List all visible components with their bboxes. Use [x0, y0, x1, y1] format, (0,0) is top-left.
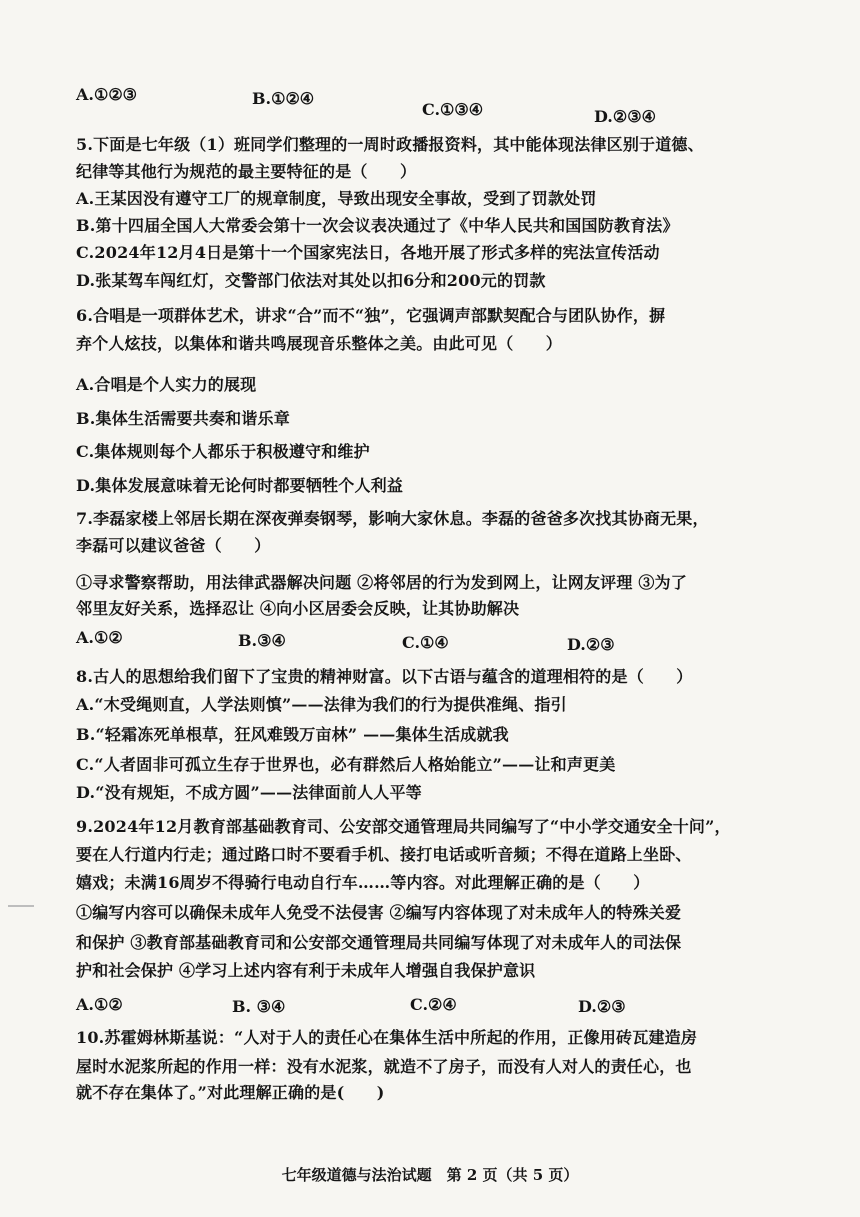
q7-stem-line-2: 李磊可以建议爸爸（ ） — [76, 536, 271, 555]
q5-option-d: D.张某驾车闯红灯，交警部门依法对其处以扣6分和200元的罚款 — [76, 271, 546, 290]
q6-option-c: C.集体规则每个人都乐于积极遵守和维护 — [76, 442, 370, 461]
q9-stem-line-1: 9.2024年12月教育部基础教育司、公安部交通管理局共同编写了“中小学交通安全十问”， — [76, 817, 731, 836]
q7-option-d: D.②③ — [567, 635, 615, 654]
q4-option-b: B.①②④ — [252, 89, 315, 108]
q9-item-line-1: ①编写内容可以确保未成年人免受不法侵害 ②编写内容体现了对未成年人的特殊关爱 — [76, 903, 682, 922]
q5-option-a: A.王某因没有遵守工厂的规章制度，导致出现安全事故，受到了罚款处罚 — [76, 189, 597, 208]
q8-option-c: C.“人者固非可孤立生存于世界也，必有群然后人格始能立”——让和声更美 — [76, 755, 616, 774]
q10-stem-line-2: 屋时水泥浆所起的作用一样：没有水泥浆，就造不了房子，而没有人对人的责任心，也 — [76, 1057, 692, 1076]
q4-option-c: C.①③④ — [422, 100, 484, 119]
q9-item-line-3: 护和社会保护 ④学习上述内容有利于未成年人增强自我保护意识 — [76, 961, 536, 980]
q9-option-c: C.②④ — [410, 995, 457, 1014]
q9-option-b: B. ③④ — [232, 997, 286, 1016]
q5-stem-line-2: 纪律等其他行为规范的最主要特征的是（ ） — [76, 162, 417, 181]
q9-option-a: A.①② — [76, 995, 123, 1014]
q7-item-line-1: ①寻求警察帮助，用法律武器解决问题 ②将邻居的行为发到网上，让网友评理 ③为了 — [76, 573, 687, 592]
q4-option-d: D.②③④ — [594, 107, 656, 126]
scan-mark — [8, 905, 34, 907]
q6-option-a: A.合唱是个人实力的展现 — [76, 375, 257, 394]
q8-option-b: B.“轻霜冻死单根草，狂风难毁万亩林” ——集体生活成就我 — [76, 725, 509, 744]
q6-option-d: D.集体发展意味着无论何时都要牺牲个人利益 — [76, 476, 404, 495]
q4-option-a: A.①②③ — [76, 85, 138, 104]
q9-stem-line-3: 嬉戏；未满16周岁不得骑行电动自行车……等内容。对此理解正确的是（ ） — [76, 873, 650, 892]
q8-option-a: A.“木受绳则直，人学法则慎”——法律为我们的行为提供准绳、指引 — [76, 695, 567, 714]
q7-option-c: C.①④ — [402, 633, 449, 652]
q9-item-line-2: 和保护 ③教育部基础教育司和公安部交通管理局共同编写体现了对未成年人的司法保 — [76, 933, 682, 952]
q9-option-d: D.②③ — [578, 997, 626, 1016]
q9-stem-line-2: 要在人行道内行走；通过路口时不要看手机、接打电话或听音频；不得在道路上坐卧、 — [76, 845, 692, 864]
q8-option-d: D.“没有规矩，不成方圆”——法律面前人人平等 — [76, 783, 422, 802]
q6-stem-line-2: 弃个人炫技，以集体和谐共鸣展现音乐整体之美。由此可见（ ） — [76, 334, 563, 353]
q6-option-b: B.集体生活需要共奏和谐乐章 — [76, 409, 290, 428]
q6-stem-line-1: 6.合唱是一项群体艺术，讲求“合”而不“独”，它强调声部默契配合与团队协作，摒 — [76, 306, 666, 325]
q7-stem-line-1: 7.李磊家楼上邻居长期在深夜弹奏钢琴，影响大家休息。李磊的爸爸多次找其协商无果， — [76, 509, 709, 528]
q10-stem-line-1: 10.苏霍姆林斯基说：“人对于人的责任心在集体生活中所起的作用，正像用砖瓦建造房 — [76, 1028, 698, 1047]
q5-stem-line-1: 5.下面是七年级（1）班同学们整理的一周时政播报资料，其中能体现法律区别于道德、 — [76, 135, 704, 154]
q7-option-a: A.①② — [76, 628, 123, 647]
page-footer: 七年级道德与法治试题 第 2 页（共 5 页） — [281, 1166, 579, 1184]
q8-stem: 8.古人的思想给我们留下了宝贵的精神财富。以下古语与蕴含的道理相符的是（ ） — [76, 667, 693, 686]
q5-option-b: B.第十四届全国人大常委会第十一次会议表决通过了《中华人民共和国国防教育法》 — [76, 216, 679, 235]
q10-stem-line-3: 就不存在集体了。”对此理解正确的是( ) — [76, 1083, 385, 1102]
q7-option-b: B.③④ — [238, 631, 286, 650]
q7-item-line-2: 邻里友好关系，选择忍让 ④向小区居委会反映，让其协助解决 — [76, 599, 520, 618]
q5-option-c: C.2024年12月4日是第十一个国家宪法日，各地开展了形式多样的宪法宣传活动 — [76, 243, 660, 262]
